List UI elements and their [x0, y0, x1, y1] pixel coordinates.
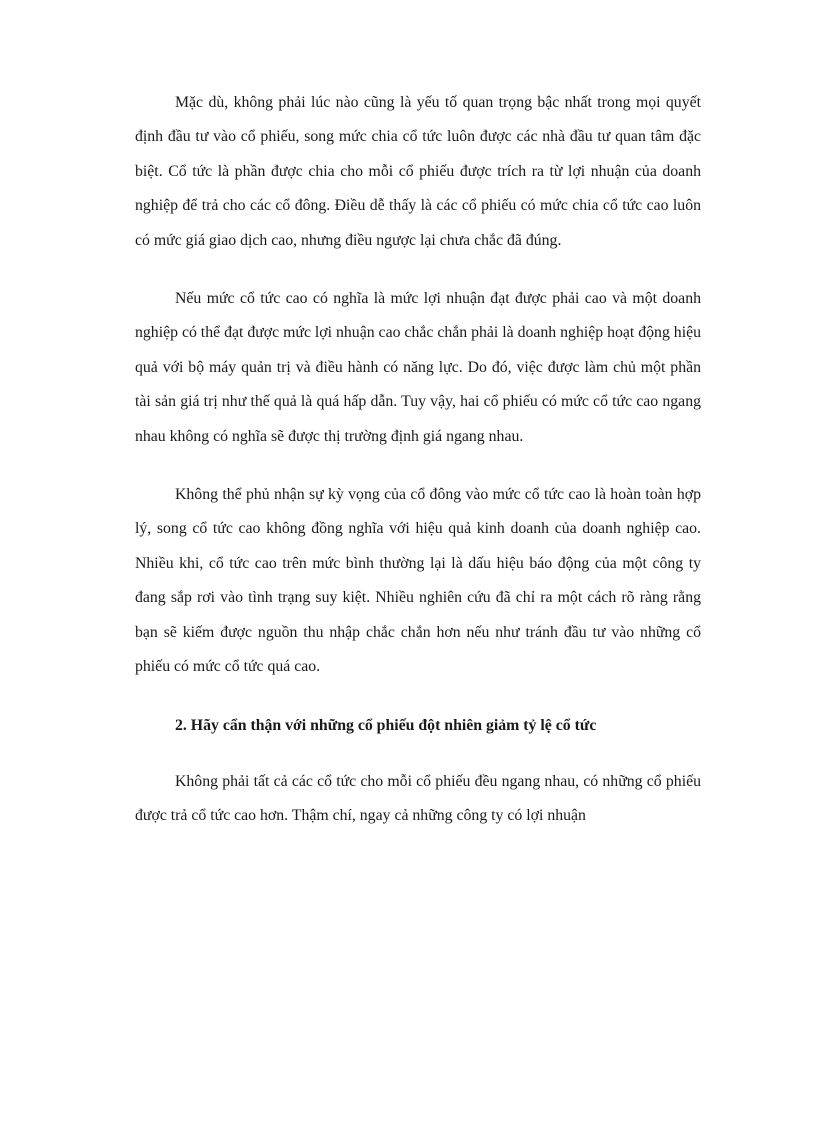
paragraph-high-dividend-meaning: Nếu mức cổ tức cao có nghĩa là mức lợi nhuận đạt được phải cao và một doanh nghiệp có thể đạt được mức lợi nhuận cao chắc chắn phải là doanh nghiệp hoạt động hiệu quả với bộ máy quản trị và điều hành có năng lực. Do đó, việc được làm chủ một phần tài sản giá trị như thế quả là quá hấp dẫn. Tuy vậy, hai cổ phiếu có mức cổ tức cao ngang nhau không có nghĩa sẽ được thị trường định giá ngang nhau. [135, 290, 701, 445]
section-heading: 2. Hãy cẩn thận với những cổ phiếu đột nhiên giảm tỷ lệ cổ tức [175, 716, 597, 734]
paragraph-dividend-importance: Mặc dù, không phải lúc nào cũng là yếu tố quan trọng bậc nhất trong mọi quyết định đầu tư vào cổ phiếu, song mức chia cổ tức luôn được các nhà đầu tư quan tâm đặc biệt. Cổ tức là phần được chia cho mỗi cổ phiếu được trích ra từ lợi nhuận của doanh nghiệp để trả cho các cổ đông. Điều dễ thấy là các cổ phiếu có mức chia cổ tức cao luôn có mức giá giao dịch cao, nhưng điều ngược lại chưa chắc đã đúng. [135, 94, 701, 249]
document-body [135, 86, 701, 858]
paragraph-dividends-not-equal: Không phải tất cả các cổ tức cho mỗi cổ phiếu đều ngang nhau, có những cổ phiếu được trả cổ tức cao hơn. Thậm chí, ngay cả những công ty có lợi nhuận [135, 772, 701, 825]
paragraph-shareholder-expectation: Không thể phủ nhận sự kỳ vọng của cổ đông vào mức cổ tức cao là hoàn toàn hợp lý, song cổ tức cao không đồng nghĩa với hiệu quả kinh doanh của doanh nghiệp cao. Nhiều khi, cổ tức cao trên mức bình thường lại là dấu hiệu báo động của một công ty đang sắp rơi vào tình trạng suy kiệt. Nhiều nghiên cứu đã chỉ ra một cách rõ ràng rằng bạn sẽ kiếm được nguồn thu nhập chắc chắn hơn nếu như tránh đầu tư vào những cổ phiếu có mức cổ tức quá cao. [135, 486, 701, 676]
